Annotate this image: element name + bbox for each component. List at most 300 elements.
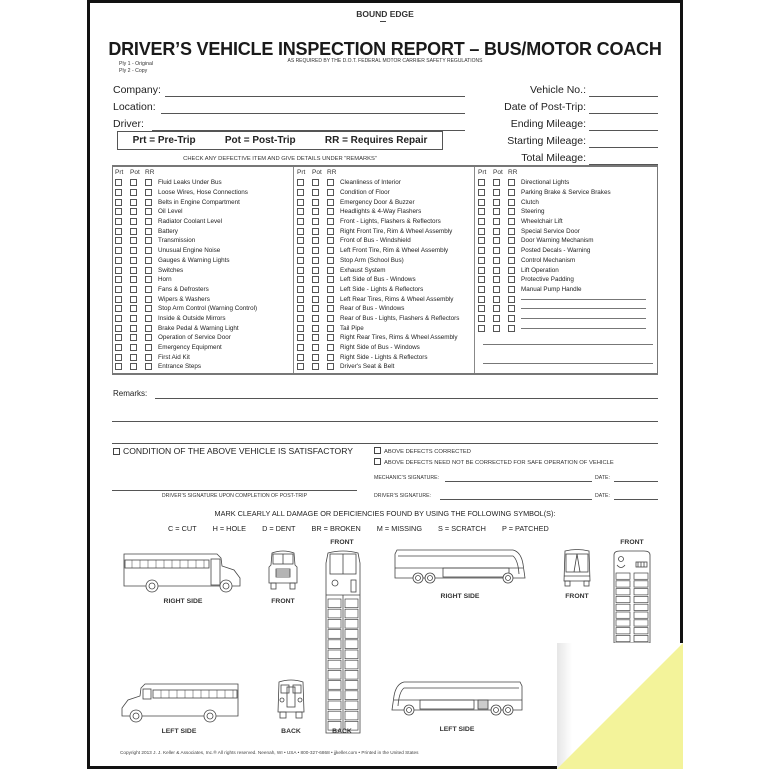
damage-symbols [168, 524, 549, 533]
rr-checkbox[interactable] [327, 247, 334, 254]
pot-checkbox[interactable] [312, 247, 319, 254]
coach-front-diagram[interactable] [560, 548, 594, 588]
rr-checkbox[interactable] [327, 334, 334, 341]
date-post-trip-line[interactable] [589, 113, 658, 114]
checklist-item-label: Horn [158, 276, 172, 284]
pot-checkbox[interactable] [312, 218, 319, 225]
rr-checkbox[interactable] [145, 363, 152, 370]
checklist-item [297, 246, 459, 256]
driver-signature-line[interactable] [440, 499, 592, 500]
rr-checkbox[interactable] [508, 276, 515, 283]
prt-checkbox[interactable] [297, 354, 304, 361]
prt-checkbox[interactable] [478, 267, 485, 274]
checklist-item [297, 178, 459, 188]
seat [328, 681, 341, 690]
rr-checkbox[interactable] [508, 325, 515, 332]
seat [328, 711, 341, 720]
prt-checkbox[interactable] [478, 199, 485, 206]
prt-checkbox[interactable] [297, 334, 304, 341]
satisfactory-checkbox[interactable] [113, 446, 353, 456]
remarks-line[interactable] [112, 443, 658, 444]
pot-checkbox[interactable] [493, 218, 500, 225]
starting-mileage-line[interactable] [589, 147, 658, 148]
pot-checkbox[interactable] [312, 208, 319, 215]
checklist-item [478, 207, 646, 217]
seat [328, 650, 341, 659]
rr-checkbox[interactable] [145, 325, 152, 332]
pot-checkbox[interactable] [130, 344, 137, 351]
prt-checkbox[interactable] [297, 363, 304, 370]
rr-checkbox[interactable] [327, 354, 334, 361]
pot-checkbox[interactable] [493, 189, 500, 196]
prt-checkbox[interactable] [115, 334, 122, 341]
seat [634, 589, 648, 595]
prt-checkbox[interactable] [297, 315, 304, 322]
rr-checkbox[interactable] [327, 199, 334, 206]
seat [345, 640, 358, 649]
checklist-item [297, 333, 459, 343]
rr-checkbox[interactable] [508, 199, 515, 206]
pot-checkbox[interactable] [130, 315, 137, 322]
prt-checkbox[interactable] [297, 267, 304, 274]
blank-item-line[interactable] [521, 318, 646, 319]
checklist-item [478, 246, 646, 256]
pot-checkbox[interactable] [493, 257, 500, 264]
blank-item-line[interactable] [521, 328, 646, 329]
prt-checkbox[interactable] [297, 325, 304, 332]
checklist-item-label: Clutch [521, 198, 539, 206]
rr-checkbox[interactable] [145, 334, 152, 341]
checklist-item [478, 256, 646, 266]
inspection-form [87, 0, 683, 769]
checklist-item-label: Left Front Tire, Rim & Wheel Assembly [340, 247, 449, 255]
seat [616, 604, 630, 610]
prt-checkbox[interactable] [115, 237, 122, 244]
rr-checkbox[interactable] [145, 228, 152, 235]
rr-checkbox[interactable] [327, 218, 334, 225]
checklist-item-label: Unusual Engine Noise [158, 247, 221, 255]
rr-checkbox[interactable] [508, 296, 515, 303]
checklist-item [297, 197, 459, 207]
rr-checkbox[interactable] [145, 189, 152, 196]
checklist-item [297, 275, 459, 285]
blank-checklist-item [478, 304, 646, 314]
school-bus-front-diagram[interactable] [268, 549, 298, 591]
prt-checkbox[interactable] [115, 247, 122, 254]
prt-checkbox[interactable] [297, 237, 304, 244]
defects-not-needed-label: ABOVE DEFECTS NEED NOT BE CORRECTED FOR SAFE OPERATION OF VEHICLE [384, 460, 614, 466]
prt-checkbox[interactable] [478, 257, 485, 264]
checklist-item [297, 188, 459, 198]
pot-checkbox[interactable] [130, 296, 137, 303]
rr-checkbox[interactable] [508, 208, 515, 215]
mechanic-date-line[interactable] [614, 481, 658, 482]
pot-checkbox[interactable] [130, 189, 137, 196]
rr-checkbox[interactable] [508, 247, 515, 254]
prt-checkbox[interactable] [297, 228, 304, 235]
rr-checkbox[interactable] [145, 218, 152, 225]
checkbox[interactable] [374, 458, 381, 465]
pot-checkbox[interactable] [130, 286, 137, 293]
checklist-item [478, 188, 646, 198]
symbol-patched: P = PATCHED [501, 524, 549, 533]
seat [634, 581, 648, 587]
prt-checkbox[interactable] [297, 276, 304, 283]
location-input-line[interactable] [161, 113, 465, 114]
pot-checkbox[interactable] [130, 305, 137, 312]
prt-checkbox[interactable] [478, 228, 485, 235]
prt-checkbox[interactable] [115, 208, 122, 215]
rr-checkbox[interactable] [145, 296, 152, 303]
rr-checkbox[interactable] [508, 267, 515, 274]
checklist-item-label: Radiator Coolant Level [158, 218, 223, 226]
pot-checkbox[interactable] [312, 296, 319, 303]
rr-checkbox[interactable] [508, 237, 515, 244]
rr-checkbox[interactable] [327, 267, 334, 274]
date-post-trip-label: Date of Post-Trip: [504, 101, 586, 113]
checklist-item-label: Front of Bus - Windshield [340, 237, 411, 245]
checklist-item [115, 236, 257, 246]
seat [345, 630, 358, 639]
prt-checkbox[interactable] [115, 363, 122, 370]
prt-checkbox[interactable] [297, 179, 304, 186]
checklist-item [115, 217, 257, 227]
prt-checkbox[interactable] [478, 315, 485, 322]
blank-item-line[interactable] [521, 299, 646, 300]
pot-checkbox[interactable] [312, 354, 319, 361]
rr-checkbox[interactable] [508, 228, 515, 235]
school-bus-right-side-diagram[interactable] [122, 548, 244, 593]
prt-checkbox[interactable] [115, 354, 122, 361]
pot-checkbox[interactable] [130, 228, 137, 235]
pot-checkbox[interactable] [312, 305, 319, 312]
rr-checkbox[interactable] [508, 189, 515, 196]
pot-checkbox[interactable] [130, 208, 137, 215]
checklist-item-label: Inside & Outside Mirrors [158, 314, 226, 322]
seat [345, 599, 358, 608]
seat [634, 604, 648, 610]
rr-checkbox[interactable] [327, 237, 334, 244]
seat [328, 670, 341, 679]
checklist-area [112, 165, 658, 375]
pot-checkbox[interactable] [130, 267, 137, 274]
pot-checkbox[interactable] [312, 344, 319, 351]
checklist-item [115, 333, 257, 343]
rr-checkbox[interactable] [327, 189, 334, 196]
checklist-item [115, 197, 257, 207]
seat [634, 612, 648, 618]
checklist-item [297, 362, 459, 372]
prt-checkbox[interactable] [297, 344, 304, 351]
rr-checkbox[interactable] [145, 257, 152, 264]
center-mark [380, 21, 386, 22]
checklist-item-label: Transmission [158, 237, 196, 245]
seat [616, 581, 630, 587]
bound-edge-label: BOUND EDGE [356, 9, 414, 19]
pot-checkbox[interactable] [312, 267, 319, 274]
ending-mileage-line[interactable] [589, 130, 658, 131]
pot-checkbox[interactable] [493, 315, 500, 322]
seat [328, 619, 341, 628]
rr-checkbox[interactable] [327, 228, 334, 235]
coach-top-view-diagram[interactable] [612, 549, 652, 643]
school-bus-left-side-diagram[interactable] [118, 678, 240, 723]
seat [616, 620, 630, 626]
rr-checkbox[interactable] [145, 179, 152, 186]
ending-mileage-label: Ending Mileage: [510, 118, 586, 130]
pot-checkbox[interactable] [493, 179, 500, 186]
prt-checkbox[interactable] [478, 276, 485, 283]
driver-signature-label: DRIVER’S SIGNATURE: [374, 493, 431, 499]
prt-checkbox[interactable] [478, 218, 485, 225]
prt-checkbox[interactable] [115, 305, 122, 312]
pot-checkbox[interactable] [130, 276, 137, 283]
rr-checkbox[interactable] [508, 218, 515, 225]
prt-checkbox[interactable] [115, 276, 122, 283]
pot-checkbox[interactable] [312, 237, 319, 244]
pot-checkbox[interactable] [312, 334, 319, 341]
rr-checkbox[interactable] [145, 315, 152, 322]
coach-right-side-diagram[interactable] [393, 546, 527, 586]
rr-checkbox[interactable] [327, 276, 334, 283]
pot-checkbox[interactable] [130, 199, 137, 206]
defects-corrected-checkbox[interactable] [374, 447, 471, 455]
school-bus-top-view-diagram[interactable] [324, 549, 362, 734]
rr-checkbox[interactable] [327, 305, 334, 312]
rr-checkbox[interactable] [145, 286, 152, 293]
column-headers [297, 169, 459, 178]
seat [634, 573, 648, 579]
checklist-column-3 [478, 169, 646, 333]
rr-checkbox[interactable] [508, 315, 515, 322]
rr-checkbox[interactable] [145, 354, 152, 361]
seat [634, 596, 648, 602]
extra-line[interactable] [483, 344, 653, 345]
pot-checkbox[interactable] [493, 325, 500, 332]
rr-checkbox[interactable] [145, 305, 152, 312]
column-header-pot: Pot [493, 169, 503, 176]
prt-checkbox[interactable] [297, 305, 304, 312]
pot-checkbox[interactable] [493, 228, 500, 235]
prt-checkbox[interactable] [115, 344, 122, 351]
checklist-item [115, 294, 257, 304]
driver-label: Driver: [113, 118, 144, 130]
pot-checkbox[interactable] [130, 334, 137, 341]
seat [616, 628, 630, 634]
remarks-line[interactable] [112, 421, 658, 422]
rr-checkbox[interactable] [327, 315, 334, 322]
checklist-item [115, 362, 257, 372]
pot-checkbox[interactable] [130, 179, 137, 186]
ply-original: Ply 1 - Original [119, 61, 154, 67]
prt-checkbox[interactable] [297, 257, 304, 264]
prt-checkbox[interactable] [478, 247, 485, 254]
pot-checkbox[interactable] [312, 228, 319, 235]
rr-checkbox[interactable] [327, 363, 334, 370]
checklist-item-label: Manual Pump Handle [521, 285, 582, 293]
pot-checkbox[interactable] [130, 354, 137, 361]
checklist-item-label: Steering [521, 208, 545, 216]
checklist-item [115, 207, 257, 217]
prt-checkbox[interactable] [297, 189, 304, 196]
driver-date-line[interactable] [614, 499, 658, 500]
column-header-rr: RR [327, 169, 337, 176]
pot-checkbox[interactable] [312, 257, 319, 264]
pot-checkbox[interactable] [130, 325, 137, 332]
checklist-item [297, 226, 459, 236]
prt-checkbox[interactable] [297, 247, 304, 254]
prt-checkbox[interactable] [297, 199, 304, 206]
rr-checkbox[interactable] [508, 305, 515, 312]
prt-checkbox[interactable] [115, 296, 122, 303]
pot-checkbox[interactable] [493, 286, 500, 293]
pot-checkbox[interactable] [312, 189, 319, 196]
school-bus-back-diagram[interactable] [276, 678, 306, 720]
driver-date-label: DATE: [595, 493, 610, 499]
pot-checkbox[interactable] [130, 237, 137, 244]
prt-checkbox[interactable] [297, 208, 304, 215]
prt-checkbox[interactable] [115, 199, 122, 206]
remarks-line[interactable] [155, 398, 658, 399]
rr-checkbox[interactable] [327, 344, 334, 351]
rr-checkbox[interactable] [145, 208, 152, 215]
pot-checkbox[interactable] [312, 286, 319, 293]
symbol-scratch: S = SCRATCH [438, 524, 486, 533]
checklist-item [115, 323, 257, 333]
pot-checkbox[interactable] [493, 267, 500, 274]
legend-pre-trip: Prt = Pre-Trip [132, 135, 196, 146]
rr-checkbox[interactable] [145, 267, 152, 274]
rr-checkbox[interactable] [327, 286, 334, 293]
checklist-item-label: Right Front Tire, Rim & Wheel Assembly [340, 227, 453, 235]
defects-not-needed-checkbox[interactable] [374, 458, 614, 466]
checklist-item-label: Left Side of Bus - Windows [340, 276, 416, 284]
pot-checkbox[interactable] [312, 325, 319, 332]
pot-checkbox[interactable] [312, 315, 319, 322]
pot-checkbox[interactable] [130, 218, 137, 225]
column-header-rr: RR [145, 169, 155, 176]
pot-checkbox[interactable] [493, 296, 500, 303]
legend-box [117, 131, 443, 150]
vehicle-no-line[interactable] [589, 96, 658, 97]
rr-checkbox[interactable] [145, 247, 152, 254]
rr-checkbox[interactable] [327, 208, 334, 215]
checklist-item-label: Condition of Floor [340, 189, 390, 197]
column-header-pot: Pot [130, 169, 140, 176]
pot-checkbox[interactable] [493, 276, 500, 283]
prt-checkbox[interactable] [115, 218, 122, 225]
checklist-column-1 [115, 169, 257, 372]
pot-checkbox[interactable] [130, 247, 137, 254]
pot-checkbox[interactable] [493, 199, 500, 206]
pot-checkbox[interactable] [493, 237, 500, 244]
pot-checkbox[interactable] [130, 257, 137, 264]
blank-checklist-item [478, 294, 646, 304]
prt-checkbox[interactable] [478, 296, 485, 303]
prt-checkbox[interactable] [115, 286, 122, 293]
prt-checkbox[interactable] [478, 286, 485, 293]
rr-checkbox[interactable] [327, 296, 334, 303]
pot-checkbox[interactable] [493, 305, 500, 312]
prt-checkbox[interactable] [297, 296, 304, 303]
school-back-label: BACK [281, 728, 301, 735]
coach-left-side-diagram[interactable] [390, 678, 524, 718]
checklist-item-label: Parking Brake & Service Brakes [521, 189, 611, 197]
symbol-hole: H = HOLE [212, 524, 247, 533]
rr-checkbox[interactable] [508, 257, 515, 264]
prt-checkbox[interactable] [115, 267, 122, 274]
prt-checkbox[interactable] [478, 237, 485, 244]
blank-checklist-item [478, 314, 646, 324]
blank-item-line[interactable] [521, 308, 646, 309]
prt-checkbox[interactable] [115, 228, 122, 235]
rr-checkbox[interactable] [508, 179, 515, 186]
rr-checkbox[interactable] [145, 237, 152, 244]
mechanic-signature-line[interactable] [445, 481, 592, 482]
checklist-item-label: Emergency Door & Buzzer [340, 198, 415, 206]
checklist-item [297, 236, 459, 246]
checklist-item [478, 178, 646, 188]
prt-checkbox[interactable] [297, 286, 304, 293]
rr-checkbox[interactable] [145, 344, 152, 351]
extra-line[interactable] [483, 363, 653, 364]
checklist-item-label: Control Mechanism [521, 256, 576, 264]
checklist-item [115, 352, 257, 362]
checkbox[interactable] [374, 447, 381, 454]
pot-checkbox[interactable] [493, 208, 500, 215]
prt-checkbox[interactable] [478, 179, 485, 186]
checkbox[interactable] [113, 448, 120, 455]
driver-post-trip-signature-line[interactable] [112, 490, 357, 491]
seat [328, 691, 341, 700]
vehicle-no-label: Vehicle No.: [529, 84, 586, 96]
prt-checkbox[interactable] [115, 325, 122, 332]
seat [345, 711, 358, 720]
rr-checkbox[interactable] [508, 286, 515, 293]
checklist-item [478, 285, 646, 295]
rr-checkbox[interactable] [327, 257, 334, 264]
pot-checkbox[interactable] [312, 179, 319, 186]
remarks-label: Remarks: [113, 389, 148, 398]
prt-checkbox[interactable] [115, 257, 122, 264]
prt-checkbox[interactable] [115, 179, 122, 186]
checklist-item [297, 352, 459, 362]
school-right-side-label: RIGHT SIDE [163, 598, 203, 605]
pot-checkbox[interactable] [130, 363, 137, 370]
company-input-line[interactable] [165, 96, 465, 97]
pot-checkbox[interactable] [312, 276, 319, 283]
prt-checkbox[interactable] [478, 305, 485, 312]
pot-checkbox[interactable] [493, 247, 500, 254]
prt-checkbox[interactable] [478, 189, 485, 196]
rr-checkbox[interactable] [327, 179, 334, 186]
checklist-item [115, 343, 257, 353]
damage-marking-heading: MARK CLEARLY ALL DAMAGE OR DEFICIENCIES FOUND BY USING THE FOLLOWING SYMBOL(S): [214, 509, 556, 518]
coach-right-side-label: RIGHT SIDE [440, 593, 480, 600]
seat [616, 612, 630, 618]
pot-checkbox[interactable] [312, 199, 319, 206]
pot-checkbox[interactable] [312, 363, 319, 370]
rr-checkbox[interactable] [145, 199, 152, 206]
prt-checkbox[interactable] [115, 315, 122, 322]
prt-checkbox[interactable] [115, 189, 122, 196]
rr-checkbox[interactable] [327, 325, 334, 332]
prt-checkbox[interactable] [478, 208, 485, 215]
rr-checkbox[interactable] [145, 276, 152, 283]
total-mileage-label: Total Mileage: [521, 152, 586, 164]
prt-checkbox[interactable] [478, 325, 485, 332]
prt-checkbox[interactable] [297, 218, 304, 225]
